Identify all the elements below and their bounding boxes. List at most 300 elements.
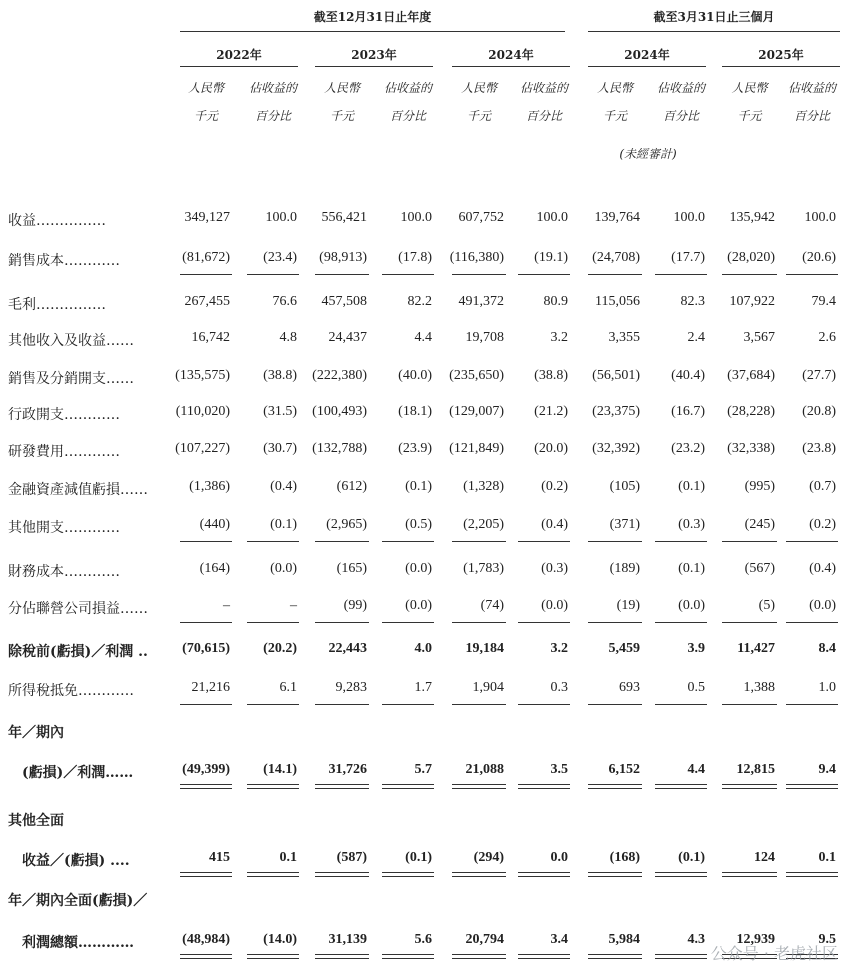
cell-percent: (23.9) — [398, 441, 432, 456]
col-header-line2: 千元 — [737, 109, 762, 123]
cell-percent: (38.8) — [263, 368, 297, 383]
cell-percent: 9.5 — [818, 932, 836, 947]
cell-percent: (20.0) — [534, 441, 568, 456]
cell-amount: (81,672) — [182, 250, 230, 265]
cell-underline — [315, 784, 369, 785]
cell-percent: (40.0) — [398, 368, 432, 383]
cell-percent: (38.8) — [534, 368, 568, 383]
cell-underline — [382, 954, 434, 955]
cell-underline — [518, 788, 570, 789]
cell-underline — [518, 274, 570, 275]
cell-amount: 6,152 — [608, 762, 640, 777]
cell-percent: 0.5 — [687, 680, 705, 695]
col-header-line2: 千元 — [602, 109, 627, 123]
cell-amount: (116,380) — [449, 250, 504, 265]
cell-amount: 21,088 — [465, 762, 504, 777]
row-label: 除稅前(虧損)／利潤 .. — [8, 644, 148, 660]
cell-underline — [588, 958, 642, 959]
cell-amount: (235,650) — [449, 368, 504, 383]
cell-amount: (70,615) — [182, 641, 230, 656]
cell-percent: (31.5) — [263, 404, 297, 419]
cell-amount: 139,764 — [594, 210, 640, 225]
cell-percent: (0.1) — [678, 850, 705, 865]
cell-underline — [452, 958, 506, 959]
year-header: 2025年 — [758, 48, 804, 62]
cell-amount: 3,355 — [608, 330, 640, 345]
cell-percent: – — [290, 598, 297, 613]
cell-amount: 491,372 — [458, 294, 504, 309]
cell-percent: (18.1) — [398, 404, 432, 419]
cell-percent: 0.1 — [279, 850, 297, 865]
cell-amount: 693 — [619, 680, 640, 695]
cell-amount: 21,216 — [191, 680, 230, 695]
cell-amount: (164) — [199, 561, 230, 576]
cell-underline — [655, 954, 707, 955]
cell-percent: 82.3 — [680, 294, 705, 309]
row-label: 收益…………… — [8, 213, 106, 229]
cell-underline — [722, 872, 777, 873]
cell-percent: (23.8) — [802, 441, 836, 456]
cell-percent: 0.3 — [550, 680, 568, 695]
cell-percent: (0.3) — [678, 517, 705, 532]
cell-underline — [452, 784, 506, 785]
cell-amount: (28,228) — [727, 404, 775, 419]
cell-amount: 5,459 — [608, 641, 640, 656]
cell-underline — [588, 622, 642, 623]
cell-underline — [722, 784, 777, 785]
cell-amount: (612) — [336, 479, 367, 494]
cell-underline — [180, 876, 232, 877]
cell-underline — [452, 274, 506, 275]
cell-underline — [722, 788, 777, 789]
cell-percent: 100.0 — [673, 210, 705, 225]
cell-underline — [518, 876, 570, 877]
cell-amount: (995) — [744, 479, 775, 494]
cell-amount: (100,493) — [312, 404, 367, 419]
cell-underline — [452, 872, 506, 873]
cell-percent: (27.7) — [802, 368, 836, 383]
cell-underline — [518, 958, 570, 959]
cell-underline — [452, 876, 506, 877]
col-header-line1: 佔收益的 — [519, 81, 568, 95]
cell-percent: 8.4 — [818, 641, 836, 656]
row-label: 利潤總額………… — [22, 935, 134, 951]
cell-underline — [786, 788, 838, 789]
row-label: 行政開支………… — [8, 407, 120, 423]
cell-underline — [247, 541, 299, 542]
cell-percent: (0.4) — [809, 561, 836, 576]
cell-amount: 349,127 — [184, 210, 230, 225]
cell-amount: (107,227) — [175, 441, 230, 456]
col-header-line2: 百分比 — [254, 109, 291, 123]
cell-underline — [247, 622, 299, 623]
cell-amount: 1,904 — [472, 680, 504, 695]
cell-percent: (17.7) — [671, 250, 705, 265]
cell-amount: 24,437 — [328, 330, 367, 345]
cell-amount: (245) — [744, 517, 775, 532]
cell-underline — [247, 958, 299, 959]
cell-amount: (32,338) — [727, 441, 775, 456]
cell-percent: (23.4) — [263, 250, 297, 265]
cell-underline — [722, 274, 777, 275]
cell-underline — [518, 784, 570, 785]
cell-amount: 12,939 — [736, 932, 775, 947]
cell-underline — [180, 784, 232, 785]
cell-underline — [588, 872, 642, 873]
cell-amount: (98,913) — [319, 250, 367, 265]
header-rule — [180, 31, 565, 32]
col-header-line1: 佔收益的 — [656, 81, 705, 95]
year-rule — [588, 66, 706, 67]
cell-underline — [518, 872, 570, 873]
cell-underline — [180, 954, 232, 955]
cell-underline — [722, 622, 777, 623]
header-rule — [588, 31, 840, 32]
col-header-line2: 百分比 — [793, 109, 830, 123]
cell-underline — [315, 541, 369, 542]
cell-underline — [655, 274, 707, 275]
col-header-pct — [786, 74, 838, 130]
col-header-pct — [382, 74, 434, 130]
cell-amount: (135,575) — [175, 368, 230, 383]
cell-underline — [786, 704, 838, 705]
cell-underline — [382, 788, 434, 789]
cell-underline — [518, 622, 570, 623]
cell-underline — [588, 954, 642, 955]
year-header: 2023年 — [351, 48, 397, 62]
cell-amount: (5) — [758, 598, 775, 613]
cell-percent: (0.0) — [809, 598, 836, 613]
cell-underline — [786, 784, 838, 785]
cell-percent: (20.6) — [802, 250, 836, 265]
watermark: 公众号 · 老虎社区 — [710, 944, 838, 963]
cell-underline — [655, 704, 707, 705]
row-label: 毛利…………… — [8, 297, 106, 313]
cell-underline — [180, 541, 232, 542]
cell-amount: (37,684) — [727, 368, 775, 383]
cell-underline — [382, 876, 434, 877]
col-header-rmb — [180, 74, 232, 130]
cell-amount: (110,020) — [175, 404, 230, 419]
cell-percent: 100.0 — [265, 210, 297, 225]
year-rule — [722, 66, 840, 67]
cell-percent: 100.0 — [804, 210, 836, 225]
cell-amount: (99) — [343, 598, 367, 613]
cell-percent: (0.4) — [541, 517, 568, 532]
cell-amount: (165) — [336, 561, 367, 576]
cell-amount: 20,794 — [465, 932, 504, 947]
cell-amount: (24,708) — [592, 250, 640, 265]
cell-amount: 31,139 — [328, 932, 367, 947]
cell-percent: (0.5) — [405, 517, 432, 532]
cell-percent: 5.7 — [414, 762, 432, 777]
cell-percent: 100.0 — [400, 210, 432, 225]
cell-underline — [452, 622, 506, 623]
cell-underline — [452, 954, 506, 955]
cell-underline — [247, 788, 299, 789]
cell-underline — [315, 704, 369, 705]
cell-amount: 457,508 — [321, 294, 367, 309]
cell-underline — [722, 541, 777, 542]
row-label: 所得稅抵免………… — [8, 683, 134, 699]
cell-percent: 3.9 — [687, 641, 705, 656]
col-header-line2: 百分比 — [389, 109, 426, 123]
row-label: 財務成本………… — [8, 564, 120, 580]
cell-amount: 3,567 — [743, 330, 775, 345]
cell-amount: 135,942 — [729, 210, 775, 225]
cell-amount: (1,386) — [189, 479, 230, 494]
cell-amount: 11,427 — [737, 641, 775, 656]
cell-underline — [588, 541, 642, 542]
cell-percent: (0.0) — [541, 598, 568, 613]
row-label: 收益／(虧損) .... — [22, 853, 130, 869]
cell-underline — [722, 704, 777, 705]
cell-percent: 100.0 — [536, 210, 568, 225]
col-header-line1: 佔收益的 — [383, 81, 432, 95]
col-header-line1: 佔收益的 — [248, 81, 297, 95]
cell-amount: (1,328) — [463, 479, 504, 494]
col-header-pct — [247, 74, 299, 130]
cell-percent: (14.0) — [263, 932, 297, 947]
col-header-rmb — [452, 74, 506, 130]
cell-amount: (56,501) — [592, 368, 640, 383]
cell-percent: (0.0) — [678, 598, 705, 613]
cell-percent: 0.0 — [550, 850, 568, 865]
cell-amount: (1,783) — [463, 561, 504, 576]
cell-percent: (21.2) — [534, 404, 568, 419]
cell-underline — [588, 274, 642, 275]
cell-percent: (0.1) — [270, 517, 297, 532]
cell-percent: 2.4 — [687, 330, 705, 345]
cell-amount: (32,392) — [592, 441, 640, 456]
cell-underline — [315, 622, 369, 623]
cell-percent: (0.0) — [405, 561, 432, 576]
cell-underline — [247, 274, 299, 275]
cell-percent: (0.2) — [541, 479, 568, 494]
cell-underline — [180, 958, 232, 959]
cell-underline — [518, 704, 570, 705]
cell-percent: (14.1) — [263, 762, 297, 777]
cell-amount: 22,443 — [328, 641, 367, 656]
cell-percent: (20.8) — [802, 404, 836, 419]
row-label: 年／期內全面(虧損)／ — [8, 893, 148, 909]
col-header-line1: 人民幣 — [187, 81, 224, 95]
year-rule — [315, 66, 433, 67]
cell-amount: (48,984) — [182, 932, 230, 947]
cell-underline — [247, 954, 299, 955]
cell-underline — [382, 784, 434, 785]
cell-percent: (16.7) — [671, 404, 705, 419]
cell-percent: 3.2 — [550, 641, 568, 656]
cell-percent: (0.1) — [678, 479, 705, 494]
row-label: 銷售成本………… — [8, 253, 120, 269]
cell-underline — [786, 274, 838, 275]
year-header: 2024年 — [624, 48, 670, 62]
cell-amount: (23,375) — [592, 404, 640, 419]
cell-underline — [588, 704, 642, 705]
cell-percent: 3.5 — [550, 762, 568, 777]
cell-underline — [382, 541, 434, 542]
cell-percent: (0.3) — [541, 561, 568, 576]
cell-amount: (129,007) — [449, 404, 504, 419]
cell-percent: 1.0 — [818, 680, 836, 695]
cell-amount: 267,455 — [184, 294, 230, 309]
cell-percent: 9.4 — [818, 762, 836, 777]
cell-amount: 31,726 — [328, 762, 367, 777]
col-header-line2: 千元 — [466, 109, 491, 123]
cell-underline — [588, 876, 642, 877]
cell-amount: – — [223, 598, 230, 613]
cell-percent: 4.8 — [279, 330, 297, 345]
cell-percent: 1.7 — [414, 680, 432, 695]
cell-amount: 415 — [209, 850, 230, 865]
col-header-line2: 千元 — [193, 109, 218, 123]
col-header-line1: 人民幣 — [596, 81, 633, 95]
row-label: 分佔聯營公司損益…… — [8, 601, 148, 617]
cell-amount: 19,708 — [465, 330, 504, 345]
cell-underline — [315, 876, 369, 877]
cell-amount: 12,815 — [736, 762, 775, 777]
cell-underline — [655, 872, 707, 873]
cell-percent: 5.6 — [414, 932, 432, 947]
cell-percent: 76.6 — [272, 294, 297, 309]
col-header-line2: 百分比 — [662, 109, 699, 123]
cell-amount: (371) — [609, 517, 640, 532]
col-header-line1: 佔收益的 — [787, 81, 836, 95]
cell-percent: 82.2 — [407, 294, 432, 309]
cell-percent: 4.3 — [687, 932, 705, 947]
cell-underline — [315, 954, 369, 955]
cell-underline — [655, 958, 707, 959]
cell-underline — [382, 274, 434, 275]
cell-amount: 107,922 — [729, 294, 775, 309]
cell-underline — [786, 541, 838, 542]
cell-underline — [518, 541, 570, 542]
cell-underline — [452, 788, 506, 789]
cell-percent: (40.4) — [671, 368, 705, 383]
header-group-year: 截至12月31日止年度 — [313, 10, 432, 24]
cell-underline — [588, 784, 642, 785]
header-group-quarter: 截至3月31日止三個月 — [653, 10, 775, 24]
cell-underline — [452, 541, 506, 542]
cell-underline — [315, 788, 369, 789]
cell-amount: (121,849) — [449, 441, 504, 456]
cell-underline — [655, 876, 707, 877]
cell-underline — [382, 622, 434, 623]
cell-amount: (189) — [609, 561, 640, 576]
cell-underline — [247, 704, 299, 705]
row-label: 銷售及分銷開支…… — [8, 371, 134, 387]
cell-amount: 556,421 — [321, 210, 367, 225]
col-header-line1: 人民幣 — [460, 81, 497, 95]
col-header-line2: 百分比 — [525, 109, 562, 123]
cell-amount: (168) — [609, 850, 640, 865]
cell-underline — [786, 876, 838, 877]
col-header-rmb — [315, 74, 369, 130]
cell-percent: (0.1) — [405, 850, 432, 865]
row-label: (虧損)／利潤…… — [22, 765, 134, 781]
cell-underline — [247, 876, 299, 877]
cell-underline — [518, 954, 570, 955]
cell-percent: (20.2) — [263, 641, 297, 656]
cell-underline — [315, 872, 369, 873]
cell-percent: (0.1) — [678, 561, 705, 576]
cell-percent: 4.0 — [414, 641, 432, 656]
cell-underline — [180, 622, 232, 623]
cell-percent: 4.4 — [687, 762, 705, 777]
year-header: 2024年 — [488, 48, 534, 62]
cell-amount: (19) — [616, 598, 640, 613]
cell-underline — [786, 622, 838, 623]
cell-percent: (30.7) — [263, 441, 297, 456]
cell-underline — [382, 958, 434, 959]
cell-underline — [382, 872, 434, 873]
year-rule — [180, 66, 298, 67]
cell-percent: 2.6 — [818, 330, 836, 345]
cell-percent: 6.1 — [279, 680, 297, 695]
cell-percent: 4.4 — [414, 330, 432, 345]
cell-amount: (2,965) — [326, 517, 367, 532]
cell-underline — [655, 622, 707, 623]
cell-underline — [315, 274, 369, 275]
cell-amount: 9,283 — [335, 680, 367, 695]
cell-amount: (294) — [473, 850, 504, 865]
cell-amount: (440) — [199, 517, 230, 532]
cell-amount: 607,752 — [458, 210, 504, 225]
col-header-rmb — [722, 74, 777, 130]
cell-percent: (0.0) — [270, 561, 297, 576]
cell-amount: (74) — [480, 598, 504, 613]
col-header-line1: 人民幣 — [323, 81, 360, 95]
cell-underline — [655, 784, 707, 785]
cell-percent: (0.2) — [809, 517, 836, 532]
year-header: 2022年 — [216, 48, 262, 62]
cell-amount: 19,184 — [465, 641, 504, 656]
cell-percent: (0.7) — [809, 479, 836, 494]
cell-underline — [315, 958, 369, 959]
col-header-line1: 人民幣 — [731, 81, 768, 95]
cell-underline — [180, 274, 232, 275]
cell-amount: 115,056 — [595, 294, 640, 309]
cell-underline — [382, 704, 434, 705]
cell-amount: (587) — [336, 850, 367, 865]
cell-percent: 0.1 — [818, 850, 836, 865]
cell-amount: (567) — [744, 561, 775, 576]
cell-underline — [786, 872, 838, 873]
cell-percent: (0.4) — [270, 479, 297, 494]
cell-underline — [180, 872, 232, 873]
cell-amount: (222,380) — [312, 368, 367, 383]
year-rule — [452, 66, 570, 67]
cell-underline — [722, 876, 777, 877]
cell-amount: 124 — [754, 850, 775, 865]
cell-underline — [655, 788, 707, 789]
cell-percent: 80.9 — [543, 294, 568, 309]
col-header-pct — [518, 74, 570, 130]
cell-underline — [452, 704, 506, 705]
cell-amount: (105) — [609, 479, 640, 494]
cell-percent: (23.2) — [671, 441, 705, 456]
cell-amount: 5,984 — [608, 932, 640, 947]
col-header-line2: 千元 — [329, 109, 354, 123]
col-header-pct — [655, 74, 707, 130]
cell-percent: 79.4 — [811, 294, 836, 309]
unaudited-note: (未經審計) — [619, 147, 677, 161]
row-label: 金融資產減值虧損…… — [8, 482, 148, 498]
cell-amount: 16,742 — [191, 330, 230, 345]
row-label: 其他收入及收益…… — [8, 333, 134, 349]
row-label: 年／期內 — [8, 725, 64, 741]
